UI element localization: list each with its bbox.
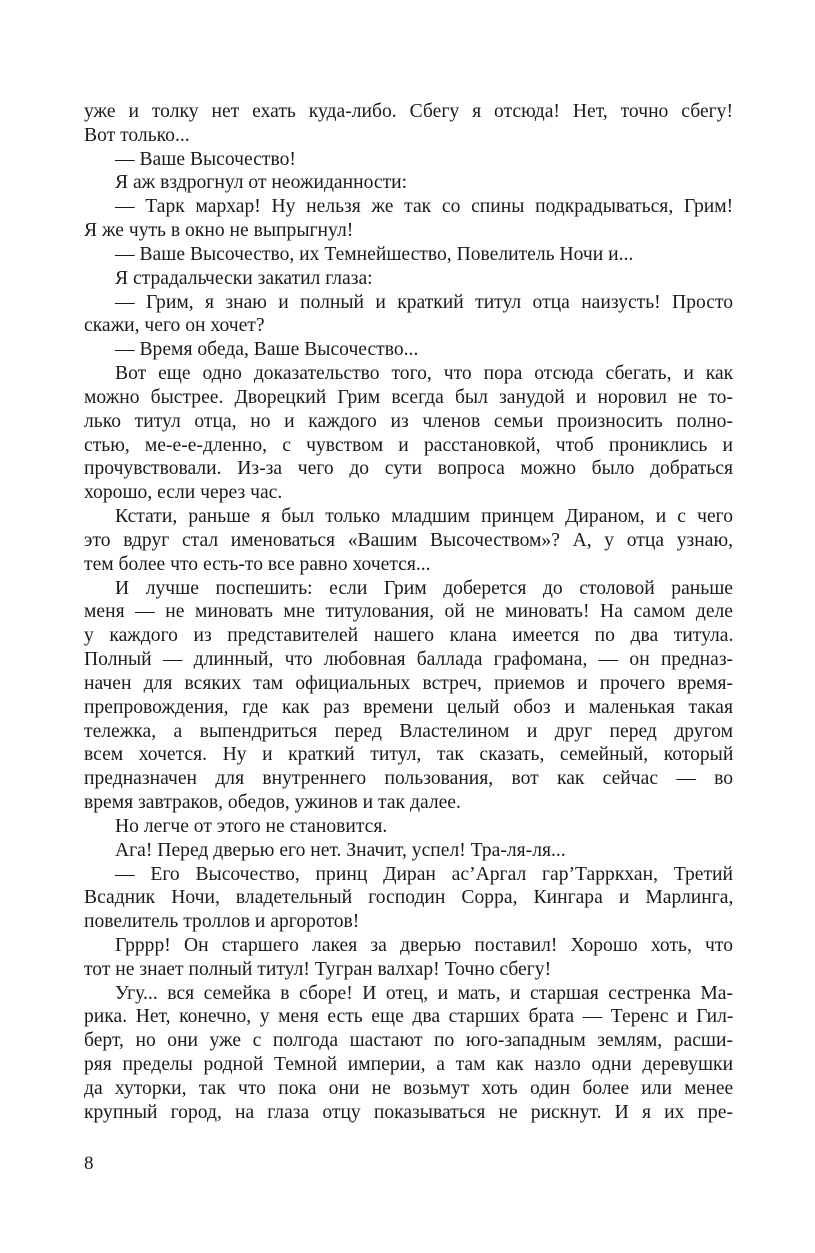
text-line: — Его Высочество, принц Диран ас’Аргал гар’Тарркхан, Третий [115,863,733,885]
text-line: Вот только... [84,124,190,146]
text-line: — Грим, я знаю и полный и краткий титул отца наизусть! Просто [115,291,734,313]
text-line: — Ваше Высочество, их Темнейшество, Повелитель Ночи и... [115,243,634,265]
text-line: крупный город, на глаза отцу показываться не рискнут. И я их пре- [84,1101,733,1123]
text-line: предназначен для внутреннего пользования, вот как сейчас — во [84,768,734,790]
text-line: у каждого из представителей нашего клана имеется по два титула. [84,625,734,647]
text-line: Грррр! Он старшего лакея за дверью поставил! Хорошо хоть, что [115,934,733,956]
text-line: Всадник Ночи, владетельный господин Сорра, Кингара и Марлинга, [84,887,734,909]
text-line: это вдруг стал именоваться «Вашим Высочеством»? А, у отца узнаю, [84,529,733,551]
text-line: прочувствовали. Из-за чего до сути вопроса можно было добраться [84,458,733,480]
page-number: 8 [84,1153,94,1174]
text-line: препровождения, где как раз времени целый обоз и маленькая такая [84,696,733,718]
text-line: начен для всяких там официальных встреч, приемов и прочего время- [84,672,733,694]
text-line: Я аж вздрогнул от неожиданности: [115,172,408,194]
text-line: берт, но они уже с полгода шастают по юго-западным землям, расши- [84,1030,733,1052]
body-text [84,100,733,1125]
text-line: — Ваше Высочество! [115,148,296,170]
text-line: И лучше поспешить: если Грим доберется до столовой раньше [115,577,733,599]
text-line: стью, ме-е-е-дленно, с чувством и расстановкой, чтоб прониклись и [84,434,733,456]
text-line: тележка, а выпендриться перед Властелином и друг перед другом [84,720,733,742]
text-line: Вот еще одно доказательство того, что пора отсюда сбегать, и как [115,363,734,385]
text-line: — Тарк мархар! Ну нельзя же так со спины подкрадываться, Грим! [115,196,734,218]
text-line: Я же чуть в окно не выпрыгнул! [84,220,354,242]
text-line: время завтраков, обедов, ужинов и так далее. [84,792,461,814]
text-line: хорошо, если через час. [84,482,283,504]
text-line: повелитель троллов и аргоротов! [84,911,360,933]
text-line: ряя пределы родной Темной империи, а там как назло одни деревушки [84,1054,734,1076]
text-line: скажи, чего он хочет? [84,315,265,337]
text-line: Угу... вся семейка в сборе! И отец, и мать, и старшая сестренка Ма- [115,982,733,1004]
text-line: тот не знает полный титул! Тугран валхар! Точно сбегу! [84,958,552,980]
text-line: Полный — длинный, что любовная баллада графомана, — он предназ- [84,649,734,671]
text-line: да хуторки, так что пока они не возьмут хоть один более или менее [84,1077,734,1099]
text-line: Но легче от этого не становится. [115,815,388,837]
text-line: рика. Нет, конечно, у меня есть еще два старших брата — Теренс и Гил- [84,1006,734,1028]
text-line: всем хочется. Ну и краткий титул, так сказать, семейный, который [84,744,734,766]
text-line: Я страдальчески закатил глаза: [115,267,373,289]
text-line: — Время обеда, Ваше Высочество... [115,339,419,361]
text-line: Кстати, раньше я был только младшим принцем Дираном, и с чего [115,506,733,528]
text-line: лько титул отца, но и каждого из членов семьи произносить полно- [84,410,733,432]
text-line: Ага! Перед дверью его нет. Значит, успел! Тра-ля-ля... [115,839,566,861]
text-line: можно быстрее. Дворецкий Грим всегда был занудой и норовил не то- [84,386,733,408]
text-line: тем более что есть-то все равно хочется... [84,553,431,575]
text-line: уже и толку нет ехать куда-либо. Сбегу я отсюда! Нет, точно сбегу! [84,101,733,122]
text-line: меня — не миновать мне титулования, ой не миновать! На самом деле [84,601,733,623]
